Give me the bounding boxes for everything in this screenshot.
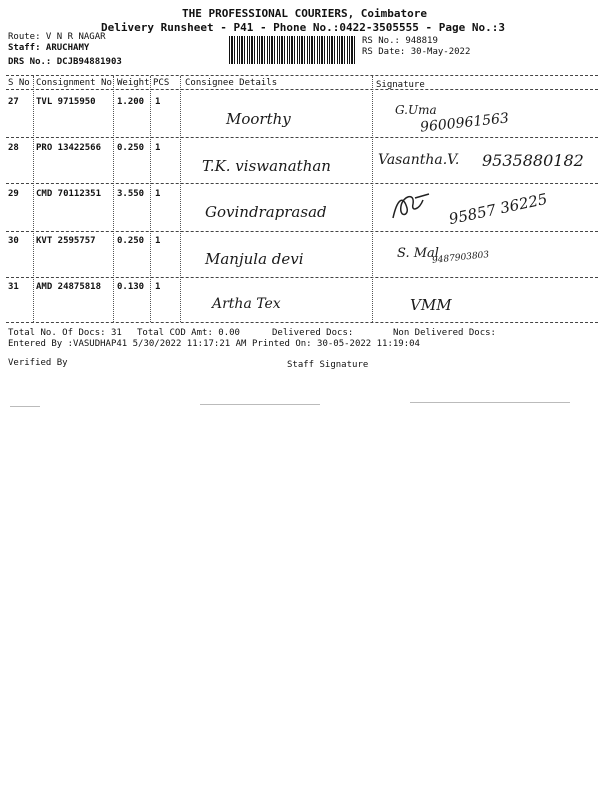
- row-signature: S. Mal: [397, 246, 439, 261]
- entered-by: Entered By :VASUDHAP41 5/30/2022 11:17:21 AM: [8, 339, 247, 349]
- row-consignment: PRO 13422566: [36, 143, 102, 153]
- row-signature-note: 95857 36225: [447, 189, 549, 229]
- row-consignee: Govindraprasad: [205, 203, 327, 221]
- row-pcs: 1: [155, 282, 161, 292]
- row-weight: 0.130: [117, 282, 145, 292]
- row-signature-note: 9535880182: [482, 151, 584, 170]
- row-weight: 0.250: [117, 143, 145, 153]
- row-sno: 30: [8, 236, 19, 246]
- route: Route: V N R NAGAR: [8, 32, 106, 42]
- row-sno: 28: [8, 143, 19, 153]
- row-weight: 3.550: [117, 189, 145, 199]
- row-pcs: 1: [155, 143, 161, 153]
- col-pcs: PCS: [153, 78, 170, 88]
- column-separator: [33, 76, 34, 322]
- rs-number: RS No.: 948819: [362, 36, 438, 46]
- scan-noise: [410, 402, 570, 403]
- row-sno: 27: [8, 97, 19, 107]
- runsheet-subtitle: Delivery Runsheet - P41 - Phone No.:0422-3505555 - Page No.:3: [101, 21, 505, 34]
- col-consignee: Consignee Details: [185, 78, 278, 88]
- row-consignee: Manjula devi: [205, 250, 304, 268]
- column-separator: [180, 76, 181, 322]
- staff: Staff: ARUCHAMY: [8, 43, 90, 53]
- scan-noise: [200, 404, 320, 405]
- barcode: [229, 36, 356, 64]
- divider: [6, 322, 598, 323]
- row-weight: 0.250: [117, 236, 145, 246]
- scan-noise: [10, 406, 40, 407]
- row-consignment: TVL 9715950: [36, 97, 96, 107]
- row-pcs: 1: [155, 236, 161, 246]
- row-pcs: 1: [155, 189, 161, 199]
- col-signature: Signature: [376, 80, 425, 90]
- total-cod: Total COD Amt: 0.00: [137, 328, 240, 338]
- row-consignee: T.K. viswanathan: [202, 157, 331, 175]
- company-title: THE PROFESSIONAL COURIERS, Coimbatore: [182, 7, 428, 20]
- row-sno: 31: [8, 282, 19, 292]
- row-consignment: KVT 2595757: [36, 236, 96, 246]
- drs-number: DRS No.: DCJB94881903: [8, 57, 122, 67]
- row-consignment: CMD 70112351: [36, 189, 102, 199]
- row-signature-note: 9487903803: [431, 250, 490, 266]
- divider: [6, 137, 598, 138]
- row-consignment: AMD 24875818: [36, 282, 102, 292]
- row-sno: 29: [8, 189, 19, 199]
- column-separator: [113, 76, 114, 322]
- col-consignment: Consignment No: [36, 78, 112, 88]
- rs-date: RS Date: 30-May-2022: [362, 47, 471, 57]
- divider: [6, 183, 598, 184]
- divider: [6, 89, 598, 90]
- verified-by: Verified By: [8, 358, 68, 368]
- row-signature: G.Uma: [395, 103, 437, 117]
- column-separator: [372, 76, 373, 322]
- printed-on: Printed On: 30-05-2022 11:19:04: [252, 339, 420, 349]
- row-pcs: 1: [155, 97, 161, 107]
- divider: [6, 277, 598, 278]
- row-consignee: Moorthy: [226, 110, 291, 128]
- signature-scribble: [385, 190, 435, 224]
- divider: [6, 231, 598, 232]
- delivered-docs: Delivered Docs:: [272, 328, 354, 338]
- col-sno: S No: [8, 78, 30, 88]
- col-weight: Weight: [117, 78, 150, 88]
- non-delivered-docs: Non Delivered Docs:: [393, 328, 496, 338]
- total-docs: Total No. Of Docs: 31: [8, 328, 122, 338]
- row-signature: VMM: [410, 296, 452, 314]
- row-signature-note: 9600961563: [419, 110, 510, 136]
- divider: [6, 75, 598, 76]
- staff-signature-label: Staff Signature: [287, 360, 369, 370]
- column-separator: [150, 76, 151, 322]
- row-consignee: Artha Tex: [212, 296, 281, 312]
- row-weight: 1.200: [117, 97, 145, 107]
- row-signature: Vasantha.V.: [378, 152, 460, 168]
